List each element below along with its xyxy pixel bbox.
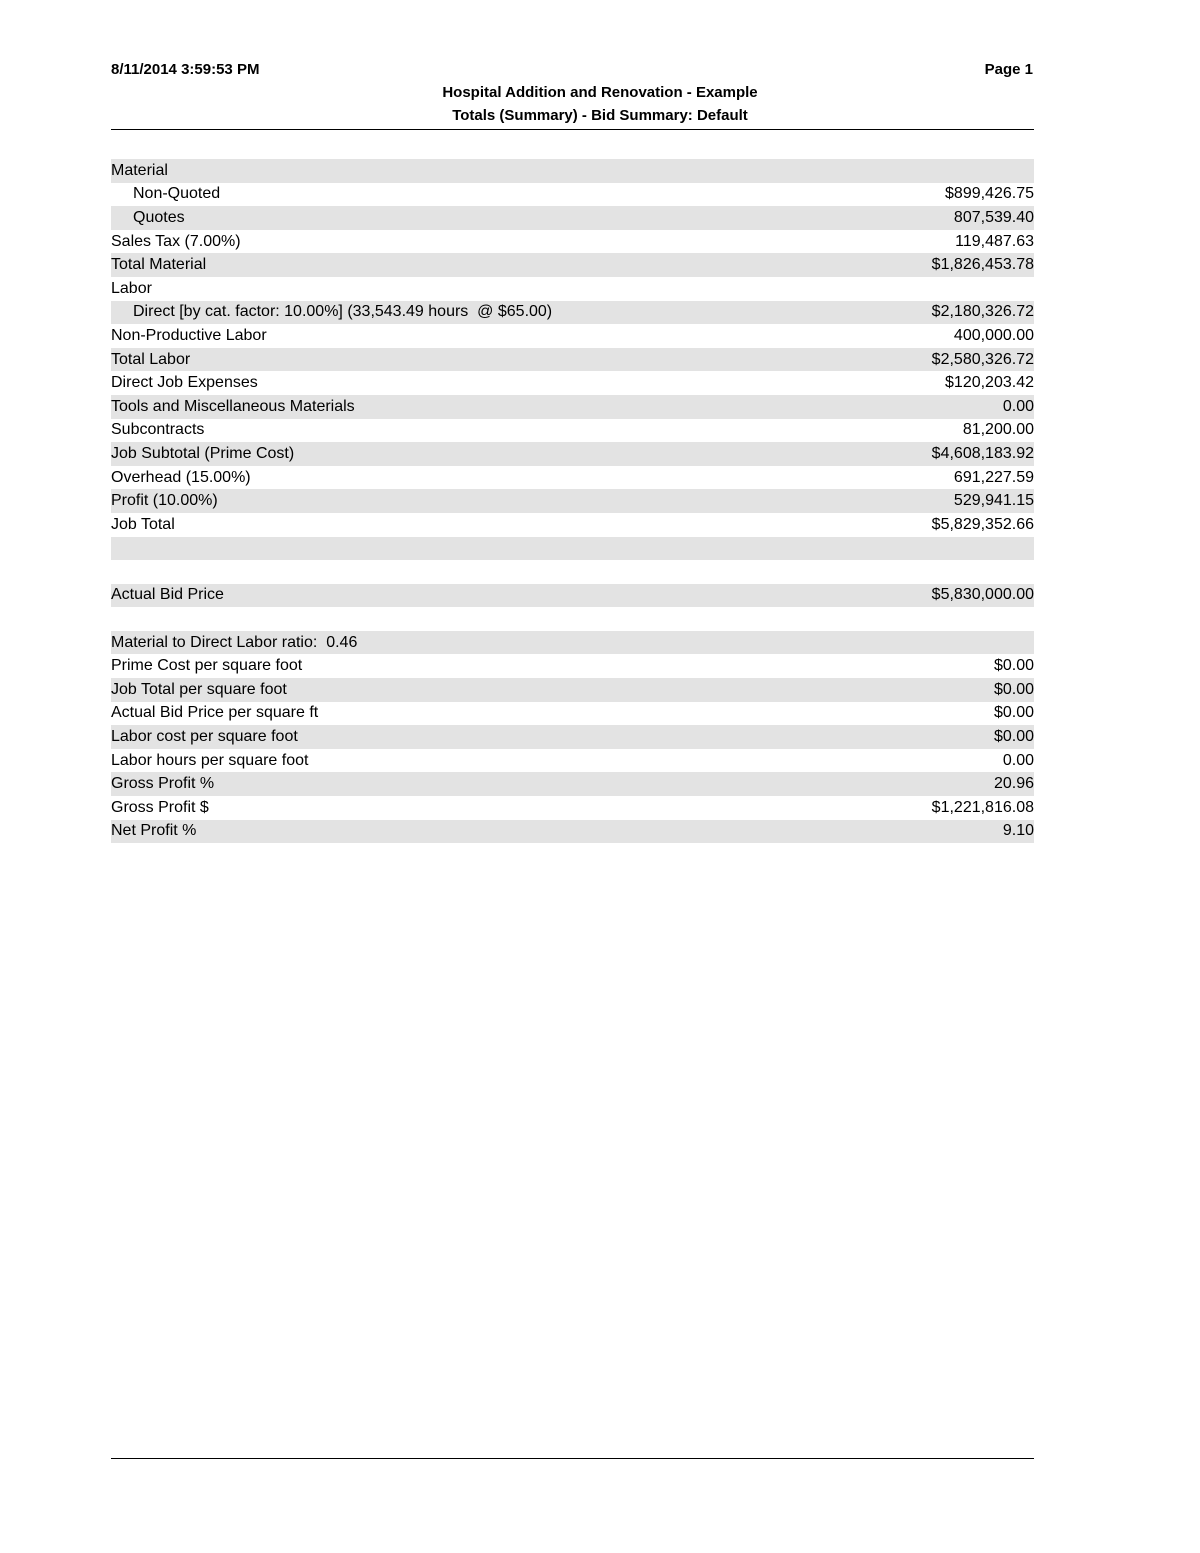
bid-summary-table [111,159,1034,843]
row-value: $0.00 [993,704,1034,722]
row-label: Labor [111,279,152,297]
report-title: Hospital Addition and Renovation - Example [442,84,758,101]
row-value: 0.00 [1002,397,1034,415]
row-label: Overhead (15.00%) [111,468,251,486]
row-tools-misc [111,395,1034,419]
row-label: Material to Direct Labor ratio: 0.46 [111,633,358,651]
row-value: $1,826,453.78 [931,256,1034,274]
row-overhead [111,466,1034,490]
page-number: Page 1 [984,61,1033,78]
row-profit [111,489,1034,513]
row-material [111,159,1034,183]
row-labor-cost-sqft [111,725,1034,749]
row-value: $5,830,000.00 [931,586,1034,604]
row-label: Tools and Miscellaneous Materials [111,397,355,415]
row-direct-labor [111,301,1034,325]
spacer [111,607,1034,631]
row-non-quoted [111,183,1034,207]
row-value: $5,829,352.66 [931,515,1034,533]
row-value: 119,487.63 [955,232,1034,250]
row-label: Actual Bid Price per square ft [111,704,319,722]
row-direct-job-expenses [111,371,1034,395]
row-label: Gross Profit % [111,775,215,793]
row-value: 81,200.00 [962,421,1034,439]
report-subtitle: Totals (Summary) - Bid Summary: Default [452,107,748,124]
row-subcontracts [111,419,1034,443]
row-label: Job Total [111,515,175,533]
row-label: Material [111,161,168,179]
row-label: Non-Quoted [133,185,221,203]
report-datetime: 8/11/2014 3:59:53 PM [111,61,260,78]
row-label: Total Labor [111,350,191,368]
row-label: Subcontracts [111,421,205,439]
row-value: 691,227.59 [953,468,1034,486]
row-value: $1,221,816.08 [931,798,1034,816]
row-value: 0.00 [1002,751,1034,769]
row-non-productive-labor [111,324,1034,348]
row-label: Sales Tax (7.00%) [111,232,241,250]
row-labor [111,277,1034,301]
row-net-profit-pct [111,820,1034,844]
row-value: 9.10 [1002,822,1034,840]
row-label: Actual Bid Price [111,586,224,604]
row-total-material [111,253,1034,277]
row-value: 400,000.00 [953,326,1034,344]
row-label: Direct [by cat. factor: 10.00%] (33,543.49 hours @ $65.00) [133,303,553,321]
row-gross-profit-pct [111,772,1034,796]
row-label: Net Profit % [111,822,197,840]
row-value: $0.00 [993,680,1034,698]
row-value: 807,539.40 [953,208,1034,226]
row-label: Job Total per square foot [111,680,287,698]
spacer [111,560,1034,584]
row-bid-price-sqft [111,702,1034,726]
row-value: $4,608,183.92 [931,444,1034,462]
row-job-subtotal [111,442,1034,466]
row-label: Quotes [133,208,185,226]
row-label: Labor cost per square foot [111,728,298,746]
row-label: Non-Productive Labor [111,326,267,344]
row-total-labor [111,348,1034,372]
row-label: Profit (10.00%) [111,492,218,510]
row-quotes [111,206,1034,230]
row-value: 20.96 [993,775,1034,793]
row-label: Labor hours per square foot [111,751,309,769]
row-blank [111,537,1034,561]
row-job-total [111,513,1034,537]
row-labor-hours-sqft [111,749,1034,773]
row-value: $0.00 [993,657,1034,675]
row-value: $120,203.42 [945,374,1034,392]
row-value: $2,180,326.72 [931,303,1034,321]
row-label: Job Subtotal (Prime Cost) [111,444,295,462]
row-label: Prime Cost per square foot [111,657,303,675]
row-actual-bid-price [111,584,1034,608]
row-material-labor-ratio [111,631,1034,655]
row-gross-profit-dollars [111,796,1034,820]
header-divider [111,129,1034,130]
row-sales-tax [111,230,1034,254]
row-label: Total Material [111,256,207,274]
row-value: $899,426.75 [945,185,1034,203]
row-label: Direct Job Expenses [111,374,258,392]
footer-divider [111,1458,1034,1459]
row-label: Gross Profit $ [111,798,209,816]
row-value: $0.00 [993,728,1034,746]
row-value: 529,941.15 [953,492,1034,510]
row-job-total-sqft [111,678,1034,702]
row-prime-cost-sqft [111,654,1034,678]
row-value: $2,580,326.72 [931,350,1034,368]
